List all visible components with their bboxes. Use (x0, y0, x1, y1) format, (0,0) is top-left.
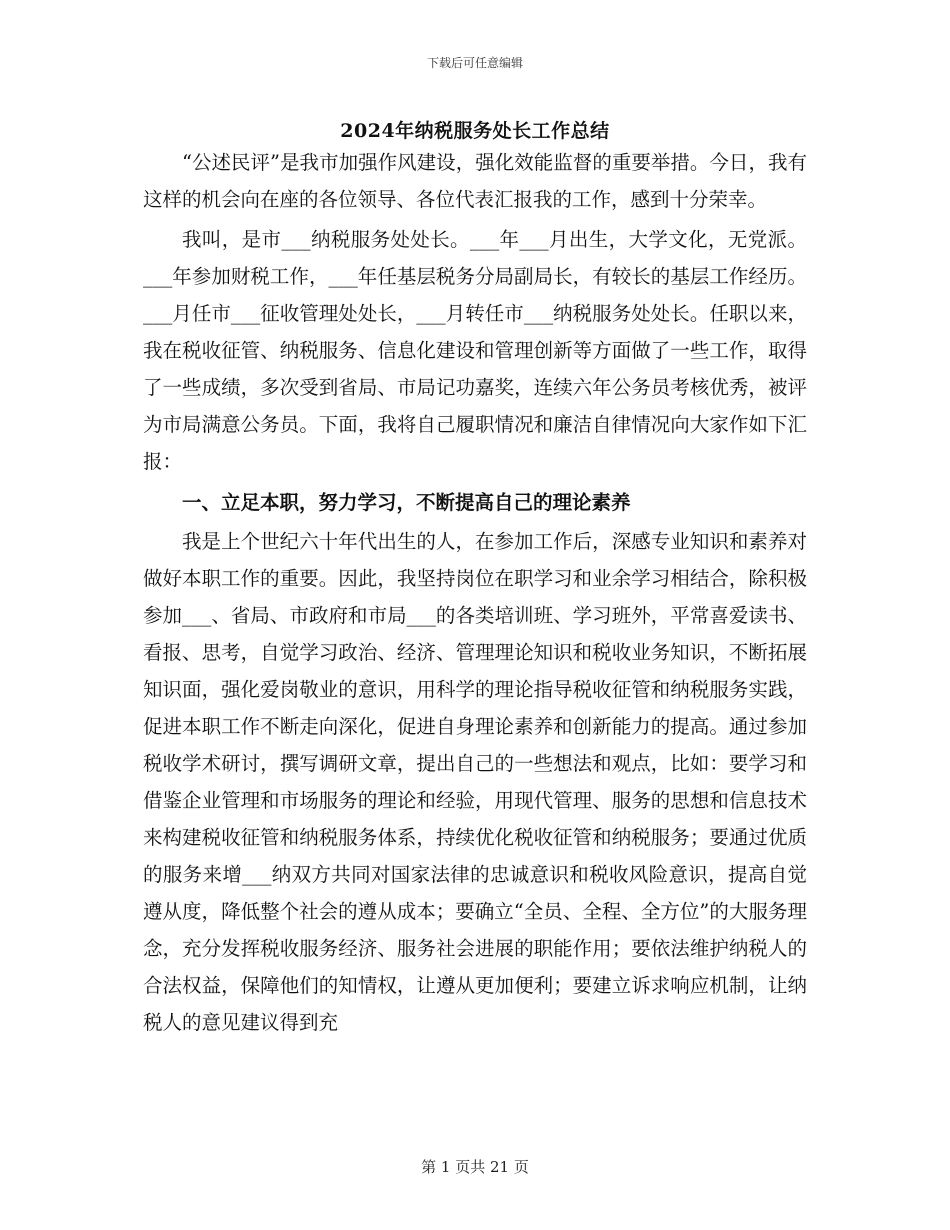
page-header-note: 下载后可任意编辑 (426, 56, 523, 70)
paragraph-self-introduction: 我叫，是市___纳税服务处处长。___年___月出生，大学文化，无党派。___年参加财税工作，___年任基层税务分局副局长，有较长的基层工作经历。___月任市___征收管理处处长，___月转任市___纳税服务处处长。任职以来，我在税收征管、纳税服务、信息化建设和管理创新等方面做了一些工作，取得了一些成绩，多次受到省局、市局记功嘉奖，连续六年公务员考核优秀，被评为市局满意公务员。下面，我将自己履职情况和廉洁自律情况向大家作如下汇报： (143, 228, 807, 473)
document-title: 2024年纳税服务处长工作总结 (340, 120, 610, 142)
page-footer-number: 第 1 页共 21 页 (421, 1158, 529, 1176)
document-body (143, 144, 807, 1044)
section-heading-1: 一、立足本职，努力学习，不断提高自己的理论素养 (182, 491, 631, 514)
paragraph-intro: “公述民评”是我市加强作风建设，强化效能监督的重要举措。今日，我有这样的机会向在座的各位领导、各位代表汇报我的工作，感到十分荣幸。 (143, 151, 807, 211)
paragraph-section-1: 我是上个世纪六十年代出生的人，在参加工作后，深感专业知识和素养对做好本职工作的重要。因此，我坚持岗位在职学习和业余学习相结合，除积极参加___、省局、市政府和市局___的各类培训班、学习班外，平常喜爱读书、看报、思考，自觉学习政治、经济、管理理论知识和税收业务知识，不断拓展知识面，强化爱岗敬业的意识，用科学的理论指导税收征管和纳税服务实践，促进本职工作不断走向深化，促进自身理论素养和创新能力的提高。通过参加税收学术研讨，撰写调研文章，提出自己的一些想法和观点，比如：要学习和借鉴企业管理和市场服务的理论和经验，用现代管理、服务的思想和信息技术来构建税收征管和纳税服务体系，持续优化税收征管和纳税服务；要通过优质的服务来增___纳双方共同对国家法律的忠诚意识和税收风险意识，提高自觉遵从度，降低整个社会的遵从成本；要确立“全员、全程、全方位”的大服务理念，充分发挥税收服务经济、服务社会进展的职能作用；要依法维护纳税人的合法权益，保障他们的知情权，让遵从更加便利；要建立诉求响应机制，让纳税人的意见建议得到充 (143, 530, 807, 1034)
